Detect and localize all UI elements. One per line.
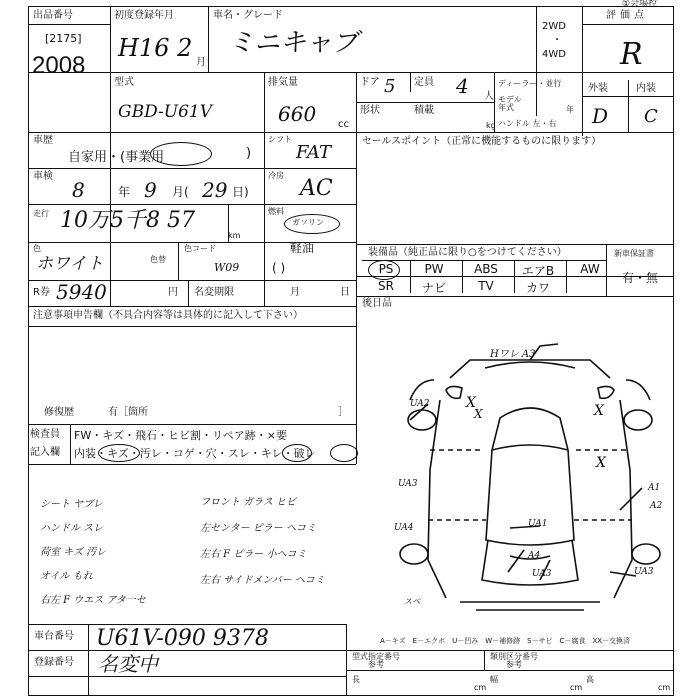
equipment-label: 装備品（純正品に限り○をつけてください） xyxy=(368,247,567,258)
equipment-item: カワ xyxy=(525,281,550,295)
handwritten-note-right: 左右 サイドメンバー ヘコミ xyxy=(200,575,325,586)
model-value: GBD-U61V xyxy=(118,102,212,122)
interior-label: 内装 xyxy=(636,83,656,94)
displacement-unit: cc xyxy=(338,119,349,130)
doors-value: 5 xyxy=(384,76,396,97)
drive-2wd: 2WD xyxy=(542,21,566,32)
chassis-value: U61V-090 9378 xyxy=(96,626,269,651)
first-reg-month-unit: 月 xyxy=(196,57,206,68)
name-change-month: 月 xyxy=(290,287,300,298)
first-reg-value: H16 2 xyxy=(118,34,193,62)
fuel-gas: ガソリン xyxy=(292,218,324,227)
handwritten-note: オイル もれ xyxy=(40,571,93,582)
drive-4wd: 4WD xyxy=(542,49,566,60)
notes-title: 注意事項申告欄（不具合内容等は具体的に記入して下さい） xyxy=(33,310,303,321)
history-options: 自家用・(事業用 xyxy=(68,150,165,165)
inspector-label2: 記入欄 xyxy=(30,447,60,458)
exterior-label: 外装 xyxy=(588,83,608,94)
color-code-label: 色コード xyxy=(184,244,216,253)
equipment-item: ABS xyxy=(474,262,498,276)
mileage-label: 走行 xyxy=(33,209,49,218)
warranty-label: 新車保証書 xyxy=(614,249,654,258)
model-desig-label: 型式指定番号 xyxy=(352,652,400,661)
inspection-month: 9 xyxy=(144,178,157,202)
handwritten-note-right: フロント ガラス ヒビ xyxy=(200,497,297,508)
mark-a1: A1 xyxy=(648,483,661,493)
inspection-label: 車検 xyxy=(33,171,53,182)
car-name-value: ミニキャブ xyxy=(228,28,359,58)
recycle-label: R券 xyxy=(33,287,50,298)
model-desig-ref: 参考 xyxy=(368,660,384,669)
model-label: 型式 xyxy=(114,77,134,88)
handwritten-note-right: 左センター ピラー ヘコミ xyxy=(200,523,316,534)
length-cm: cm xyxy=(474,683,487,692)
mark-a4: A4 xyxy=(528,551,541,561)
name-change-label: 名変期限 xyxy=(194,287,234,298)
mark-ua2: UA2 xyxy=(410,399,430,409)
equipment-item: TV xyxy=(478,279,494,293)
color-label: 色 xyxy=(33,244,41,253)
capacity-unit: 人 xyxy=(484,91,494,102)
height-label: 高 xyxy=(586,675,594,684)
color-value: ホワイト xyxy=(36,254,104,274)
model-year-label: モデル年式 xyxy=(498,95,522,112)
loading-unit: kg xyxy=(486,121,496,130)
handwritten-note: 右左 F ウエス アタ一セ xyxy=(40,595,146,606)
fuel-paren: ( ) xyxy=(272,261,286,275)
handwritten-note: 荷室 キズ 汚レ xyxy=(40,547,107,558)
reg-value: 名変中 xyxy=(98,652,158,676)
inspector-line1: FW・キズ・飛石・ヒビ割・リペア跡・×要 xyxy=(74,429,287,442)
repair-close: ］ xyxy=(338,407,348,418)
inspector-line2: 内装・キズ・汚レ・コゲ・穴・スレ・キレ・破レ xyxy=(74,447,316,460)
shift-value: FAT xyxy=(296,142,331,163)
fuel-label: 燃料 xyxy=(268,207,284,216)
rating-label: 評価点 xyxy=(606,10,648,21)
inspection-day-unit: 日) xyxy=(232,185,249,199)
chassis-label: 車台番号 xyxy=(34,631,74,642)
fuel-diesel: 軽油 xyxy=(290,241,315,255)
car-name-label: 車名・グレード xyxy=(213,10,283,21)
model-year-unit: 年 xyxy=(566,105,574,114)
shift-label: シフト xyxy=(268,135,292,144)
drive-dot: ・ xyxy=(552,35,562,46)
equipment-item: PW xyxy=(424,262,444,276)
class-ref: 参考 xyxy=(506,660,522,669)
handle-label: ハンドル 左・右 xyxy=(498,119,557,128)
repair-label: 修復歴 xyxy=(44,407,74,418)
reg-label: 登録番号 xyxy=(34,657,74,668)
later-date-label: 後日品 xyxy=(362,298,392,309)
recycle-unit: 円 xyxy=(168,287,178,298)
warranty-value: 有・無 xyxy=(622,271,659,285)
mark-ua1: UA1 xyxy=(528,519,548,529)
handwritten-note: ハンドル スレ xyxy=(40,523,104,534)
length-label: 長 xyxy=(352,675,360,684)
damage-legend: A－キズ E－エクボ U－凹み W－補修跡 S－サビ C－腐食 XX－交換済 xyxy=(380,637,631,645)
mark-top: Hワレ A3 xyxy=(490,349,536,360)
equipment-item: エアB xyxy=(521,264,555,278)
mark-x1: X xyxy=(466,395,476,411)
name-change-day: 日 xyxy=(340,287,350,298)
first-reg-label: 初度登録年月 xyxy=(114,10,174,21)
capacity-value: 4 xyxy=(456,74,469,98)
equipment-item: AW xyxy=(580,262,600,276)
exterior-value: D xyxy=(592,104,609,128)
mark-x4: X xyxy=(474,407,483,421)
inspection-year-unit: 年 xyxy=(118,185,131,199)
equipment-item: PS xyxy=(378,262,394,276)
color-code-value: W09 xyxy=(214,261,240,274)
height-cm: cm xyxy=(658,683,671,692)
displacement-value: 660 xyxy=(278,102,317,126)
loading-label: 積載 xyxy=(414,105,434,116)
mark-x3: X xyxy=(596,455,606,471)
dealer-label: ディーラー・並行 xyxy=(498,79,562,88)
ac-value: AC xyxy=(300,176,333,201)
mark-x2: X xyxy=(594,403,604,419)
mark-ua3-bottom: UA3 xyxy=(532,569,552,579)
mark-ua3-left: UA3 xyxy=(398,479,418,489)
lot-label: 出品番号 xyxy=(33,10,73,21)
inspection-year: 8 xyxy=(72,178,85,202)
history-label: 車歴 xyxy=(33,135,53,146)
inspection-day: 29 xyxy=(202,178,228,202)
handwritten-note: シート ヤブレ xyxy=(40,499,103,510)
mileage-value: 10万5千8 57 xyxy=(60,208,195,233)
interior-value: C xyxy=(644,106,658,127)
mark-sub: スベ xyxy=(404,597,420,606)
mark-ua4: UA4 xyxy=(394,523,414,533)
mileage-unit: km xyxy=(228,231,241,240)
equipment-item: ナビ xyxy=(421,281,446,295)
top-right-note: ①会場控 xyxy=(622,0,658,9)
capacity-label: 定員 xyxy=(414,77,434,88)
width-label: 幅 xyxy=(490,675,498,684)
ac-label: 冷房 xyxy=(268,171,284,180)
sales-point-label: セールスポイント（正常に機能するものに限ります） xyxy=(362,136,602,147)
lot-number: 2008 xyxy=(32,52,86,79)
lot-code: [2175] xyxy=(45,32,82,45)
color-change-label: 色替 xyxy=(150,255,166,264)
equipment-item: SR xyxy=(378,279,394,293)
width-cm: cm xyxy=(570,683,583,692)
history-close: ) xyxy=(246,146,252,161)
rating-value: R xyxy=(620,37,643,72)
car-damage-diagram xyxy=(390,340,680,630)
mark-ua3-right: UA3 xyxy=(634,567,654,577)
inspector-label1: 検査員 xyxy=(30,429,60,440)
displacement-label: 排気量 xyxy=(268,77,298,88)
recycle-value: 5940 xyxy=(56,280,107,304)
repair-value: 有［箇所 xyxy=(108,407,148,418)
shape-label: 形状 xyxy=(360,105,380,116)
mark-a2: A2 xyxy=(650,501,663,511)
class-label: 類別区分番号 xyxy=(490,652,538,661)
handwritten-note-right: 左右 F ピラー 小ヘコミ xyxy=(200,549,307,560)
doors-label: ドア xyxy=(360,77,380,88)
inspection-month-unit: 月( xyxy=(172,185,189,199)
